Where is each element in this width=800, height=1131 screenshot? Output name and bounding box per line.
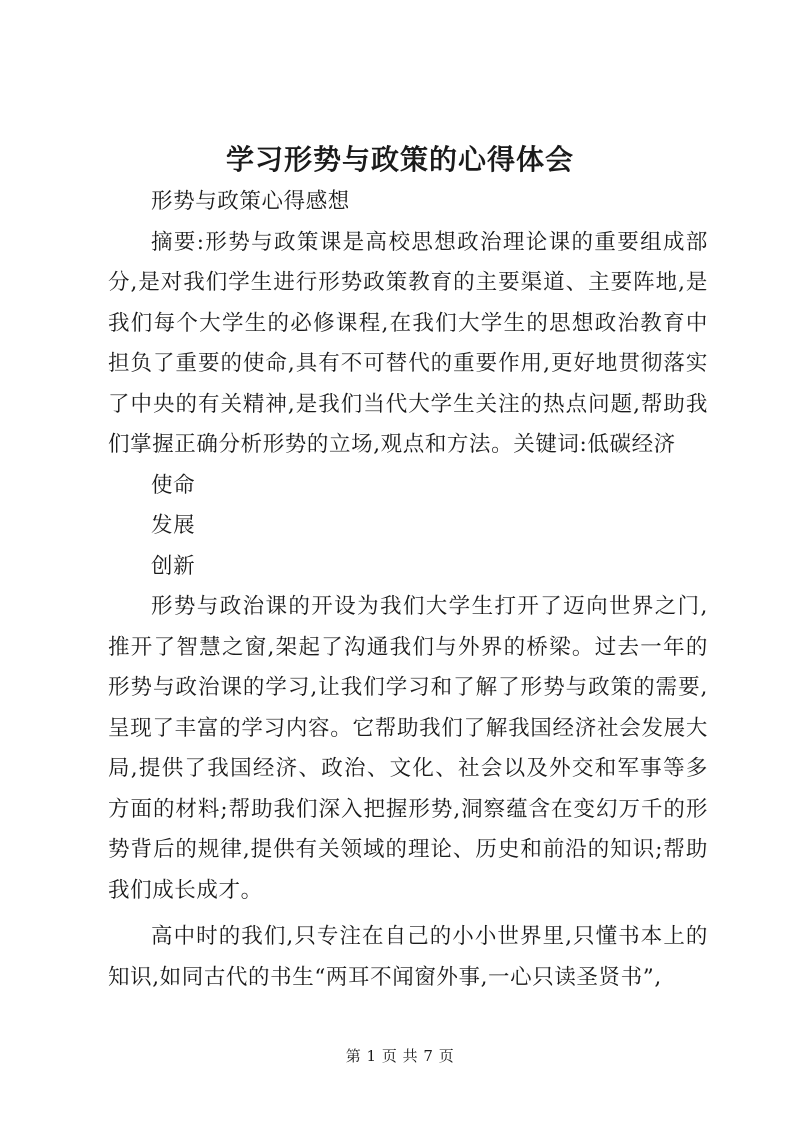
- paragraph-high-school: 高中时的我们,只专注在自己的小小世界里,只懂书本上的知识,如同古代的书生“两耳不闻窗外事,一心只读圣贤书”,: [108, 924, 708, 990]
- paragraph-subtitle: 形势与政策心得感想: [151, 189, 350, 214]
- page-footer: 第 1 页 共 7 页: [345, 1047, 455, 1065]
- paragraph-keyword-mission: 使命: [151, 472, 196, 498]
- paragraph-keyword-development: 发展: [151, 513, 196, 538]
- document-body: [108, 182, 708, 998]
- paragraph-course-intro: 形势与政治课的开设为我们大学生打开了迈向世界之门,推开了智慧之窗,架起了沟通我们与外界的桥梁。过去一年的形势与政治课的学习,让我们学习和了解了形势与政策的需要,呈现了丰富的学习内容。它帮助我们了解我国经济社会发展大局,提供了我国经济、政治、文化、社会以及外交和军事等多方面的材料;帮助我们深入把握形势,洞察蕴含在变幻万千的形势背后的规律,提供有关领域的理论、历史和前沿的知识;帮助我们成长成才。: [108, 594, 708, 903]
- paragraph-keyword-innovation: 创新: [151, 553, 196, 579]
- paragraph-abstract: 摘要:形势与政策课是高校思想政治理论课的重要组成部分,是对我们学生进行形势政策教育的主要渠道、主要阵地,是我们每个大学生的必修课程,在我们大学生的思想政治教育中担负了重要的使命,具有不可替代的重要作用,更好地贯彻落实了中央的有关精神,是我们当代大学生关注的热点问题,帮助我们掌握正确分析形势的立场,观点和方法。关键词:低碳经济: [108, 229, 708, 457]
- document-title: 学习形势与政策的心得体会: [225, 143, 574, 176]
